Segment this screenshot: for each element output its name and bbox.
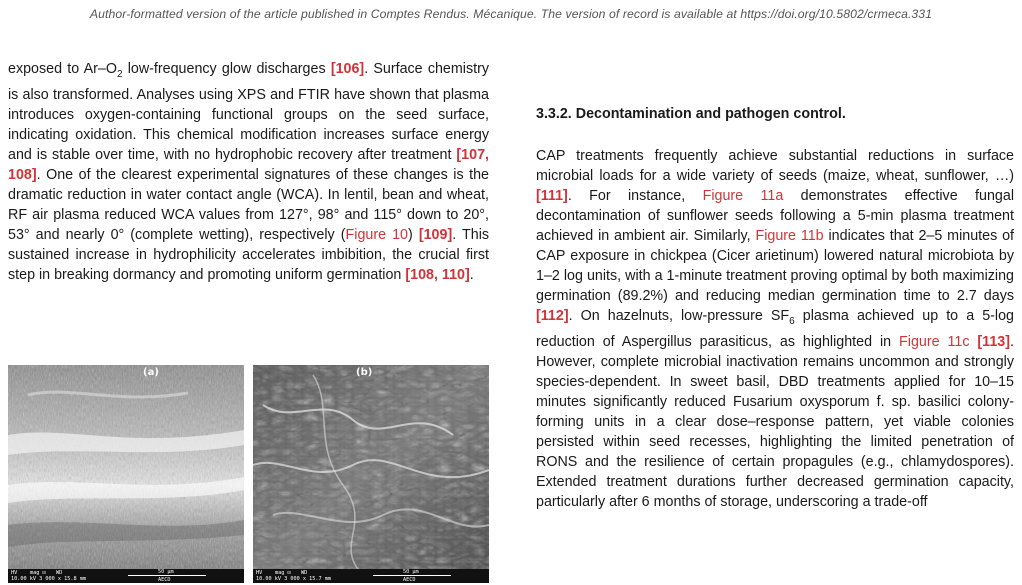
info-wd: WD xyxy=(56,570,63,576)
left-paragraph xyxy=(8,59,489,285)
info-values: 10.00 kV 3 000 x 15.7 mm xyxy=(256,576,331,582)
info-mag: mag ⊡ xyxy=(30,570,46,576)
text-run: CAP treatments frequently achieve substantial reductions in surface microbial loads for a wide variety of seeds (maize, wheat, sunflower, …) xyxy=(536,148,1014,184)
sem-micrograph-a xyxy=(8,365,244,583)
scale-bar xyxy=(373,575,451,576)
right-column xyxy=(536,146,1014,512)
info-hv: HV xyxy=(256,570,263,576)
citation-link[interactable]: [106] xyxy=(330,61,365,77)
info-org: AECD xyxy=(403,577,416,583)
figure-label: (a) xyxy=(143,367,159,378)
text-run: indicates that 2–5 minutes of CAP exposure in chickpea (Cicer arietinum) lowered natural microbiota by 1–2 log units, with a 1-minute treatment proving optimal by both maximizing germination (89.2%) and reducing median germination time to 2.7 days xyxy=(536,228,1014,304)
text-run: . One of the clearest experimental signatures of these changes is the dramatic reduction in water contact angle (WCA). In lentil, bean and wheat, RF air plasma reduced WCA values from 127°, 98° and 115° down to 20°, 53° and nearly 0° (complete wetting), respectively ( xyxy=(8,166,489,243)
text-run: . On hazelnuts, low-pressure SF xyxy=(568,308,790,324)
info-hv: HV xyxy=(11,570,18,576)
citation-link[interactable]: [108, 110] xyxy=(405,266,470,283)
info-mag: mag ⊡ xyxy=(275,570,291,576)
figure-link[interactable]: Figure 11b xyxy=(755,228,824,244)
sem-micrograph-b xyxy=(253,365,489,583)
text-run: low-frequency glow discharges xyxy=(122,61,331,77)
text-run: ) xyxy=(408,226,419,243)
scale-text: 50 µm xyxy=(158,569,174,575)
info-org: AECD xyxy=(158,577,171,583)
sem-info-bar xyxy=(8,569,244,583)
text-run: . For instance, xyxy=(567,188,703,204)
citation-link[interactable]: [112] xyxy=(536,308,569,324)
subscript: 2 xyxy=(116,68,123,80)
info-values: 10.00 kV 3 000 x 15.8 mm xyxy=(11,576,86,582)
sem-info-bar xyxy=(253,569,489,583)
subscript: 6 xyxy=(789,315,795,327)
citation-link[interactable]: [113] xyxy=(977,333,1010,350)
sem-image-a xyxy=(8,365,244,583)
citation-link[interactable]: [111] xyxy=(536,188,568,204)
info-wd: WD xyxy=(301,570,308,576)
figure-link[interactable]: Figure 11a xyxy=(702,188,784,204)
header-note: Author-formatted version of the article published in Comptes Rendus. Mécanique. The version of record is available at https://doi.org/10.5802/crmeca.331 xyxy=(89,7,933,21)
citation-link[interactable]: [107, 108] xyxy=(8,146,489,183)
text-run: exposed to Ar–O xyxy=(8,61,117,77)
citation-link[interactable]: [109] xyxy=(418,226,453,243)
figure-label: (b) xyxy=(356,367,373,378)
section-heading: 3.3.2. Decontamination and pathogen control. xyxy=(536,106,846,122)
figure-link[interactable]: Figure 11c xyxy=(899,333,970,350)
text-run: . Surface chemistry is also transformed. Analyses using XPS and FTIR have shown that plasma introduces oxygen-containing functional groups on the seed surface, indicating oxidation. This chemical modification increases surface energy and is stable over time, with no hydrophobic recovery after treatment xyxy=(8,61,489,163)
text-run: . This sustained increase in hydrophilicity accelerates imbibition, the crucial first step in breaking dormancy and promoting uniform germination xyxy=(8,226,490,283)
scale-text: 50 µm xyxy=(403,569,419,575)
left-column xyxy=(8,59,489,285)
text-run: demonstrates effective fungal decontamination of sunflower seeds following a 5-min plasma treatment achieved in ambient air. Similarly, xyxy=(536,188,1014,244)
figure-link[interactable]: Figure 10 xyxy=(345,226,409,243)
scale-bar xyxy=(128,575,206,576)
text-run: . However, complete microbial inactivation remains uncommon and strongly species-dependent. In sweet basil, DBD treatments applied for 10–15 minutes significantly reduced Fusarium oxysporum f. sp. basilici colony-forming units in a clear dose–response pattern, yet viable colonies persisted within seed recesses, highlighting the limited penetration of RONS and the resilience of certain propagules (e.g., chlamydospores). Extended treatment durations further decreased germination capacity, particularly after 6 months of storage, underscoring a trade-off xyxy=(536,333,1014,510)
text-run: . xyxy=(469,266,474,283)
right-paragraph xyxy=(536,146,1014,512)
sem-image-b xyxy=(253,365,489,583)
text-run: plasma achieved up to a 5-log reduction of Aspergillus parasiticus, as highlighted in xyxy=(536,308,1014,350)
